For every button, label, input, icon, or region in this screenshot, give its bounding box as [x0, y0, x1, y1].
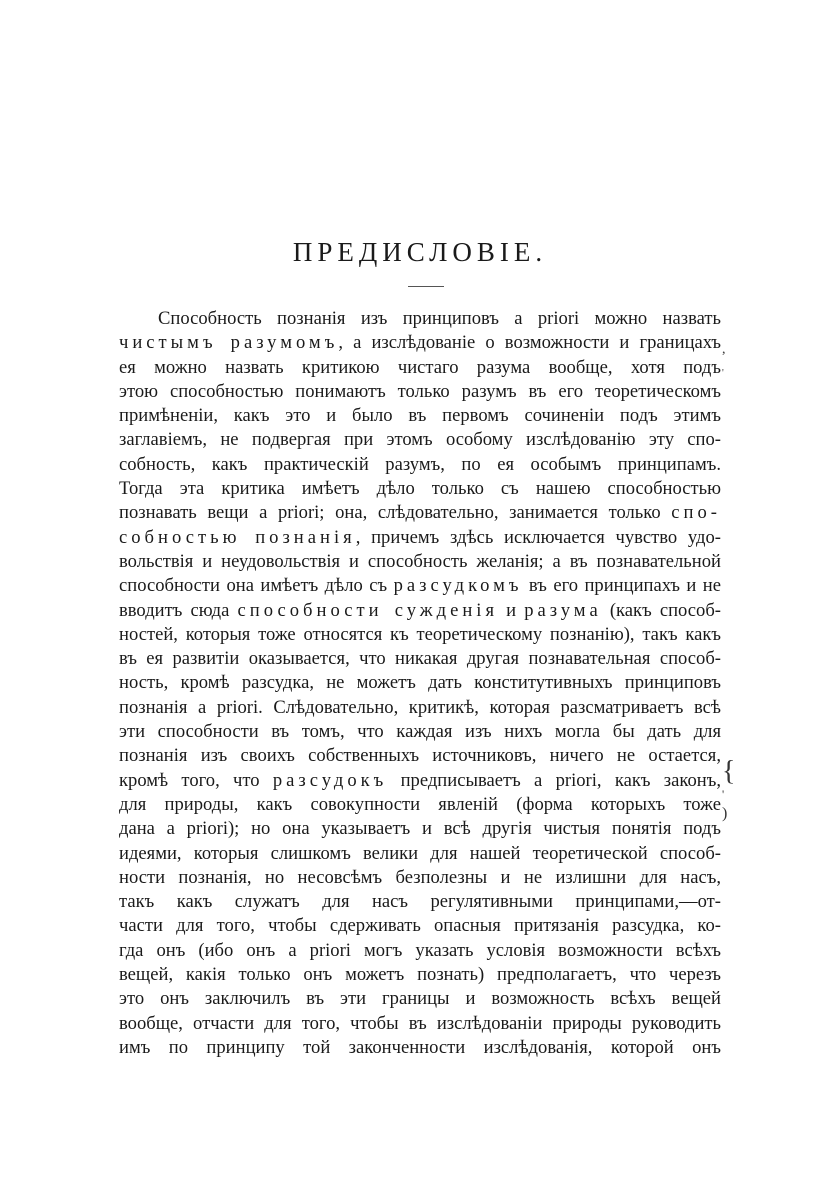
text-line: дана a priori); но она указываетъ и всѣ другія чистыя понятія подъ: [119, 818, 721, 840]
spaced-term: разсудокъ: [272, 769, 388, 791]
text-line: способности она имѣетъ дѣло съ разсудкомъ въ его принципахъ и не: [119, 575, 721, 597]
text-line: собность, какъ практическій разумъ, по ея особымъ принципамъ.: [119, 453, 721, 475]
text-line: имъ по принципу той законченности изслѣдованія, которой онъ: [119, 1036, 721, 1058]
text-line: это онъ заключилъ въ эти границы и возможность всѣхъ вещей: [119, 988, 721, 1010]
page-title: ПРЕДИСЛОВІЕ.: [292, 237, 548, 267]
text-line: части для того, чтобы сдерживать опасныя притязанія разсудка, ко-: [119, 915, 721, 937]
spaced-term: спо-: [671, 502, 721, 524]
text-line: вольствія и неудовольствія и способность желанія; а въ познавательной: [119, 550, 721, 572]
text-line: вводитъ сюда способности сужденія и разума (какъ способ-: [119, 599, 722, 621]
text-line: заглавіемъ, не подвергая при этомъ особому изслѣдованію эту спо-: [119, 429, 721, 451]
text-line: для природы, какъ совокупности явленій (форма которыхъ тоже: [119, 793, 721, 815]
spaced-term: способности сужденія: [237, 599, 498, 621]
text-line: ность, кромѣ разсудка, не можетъ дать конститутивныхъ принциповъ: [119, 672, 721, 694]
text-line: вообще, отчасти для того, чтобы въ изслѣдованіи природы руководить: [119, 1012, 721, 1034]
text-line: вещей, какія только онъ можетъ познать) предполагаетъ, что черезъ: [119, 964, 721, 986]
text-line: кромѣ того, что разсудокъ предписываетъ a priori, какъ законъ,: [119, 769, 721, 791]
text-line: эти способности въ томъ, что каждая изъ нихъ могла бы дать для: [119, 721, 721, 743]
text-line: Способность познанія изъ принциповъ a priori можно назвать: [158, 308, 721, 329]
spaced-term: чистымъ разумомъ: [119, 332, 339, 354]
spaced-term: разсудкомъ: [393, 575, 523, 597]
text-line: познанія изъ своихъ собственныхъ источниковъ, ничего не остается,: [119, 745, 721, 767]
text-line: ности познанія, но несовсѣмъ безполезны и не излишни для насъ,: [119, 866, 721, 888]
text-line: ея можно назвать критикою чистаго разума вообще, хотя подъ: [119, 356, 721, 378]
text-line: гда онъ (ибо онъ a priori могъ указать условія возможности всѣхъ: [119, 939, 721, 961]
text-line: Тогда эта критика имѣетъ дѣло только съ нашею способностью: [119, 478, 721, 500]
margin-mark: ,: [722, 342, 726, 357]
margin-bracket: {: [722, 756, 736, 787]
text-line: познанія a priori. Слѣдовательно, критикѣ, которая разсматриваетъ всѣ: [119, 696, 721, 718]
spaced-term: разума: [524, 599, 602, 621]
text-line: идеями, которыя слишкомъ велики для нашей теоретической способ-: [119, 842, 721, 864]
title-rule: [408, 286, 444, 287]
margin-mark: ': [722, 787, 725, 801]
margin-mark: ): [722, 805, 728, 822]
paragraph: [119, 307, 721, 1060]
text-line: такъ какъ служатъ для насъ регулятивными принципами,—от-: [119, 891, 721, 913]
text-line: этою способностью понимаютъ только разумъ въ его теоретическомъ: [119, 380, 721, 402]
text-line: въ ея развитіи оказывается, что никакая другая познавательная способ-: [119, 648, 721, 670]
text-line: ностей, которыя тоже относятся къ теоретическому познанію), такъ какъ: [119, 623, 721, 645]
spaced-term: собностью познанія: [119, 526, 356, 548]
text-line: познавать вещи a priori; она, слѣдовательно, занимается только спо-: [119, 502, 721, 524]
margin-mark: ': [722, 368, 724, 379]
text-line: чистымъ разумомъ, а изслѣдованіе о возможности и границахъ: [119, 332, 721, 354]
text-line: собностью познанія, причемъ здѣсь исключается чувство удо-: [119, 526, 721, 548]
text-line: примѣненіи, какъ это и было въ первомъ сочиненіи подъ этимъ: [119, 405, 721, 427]
